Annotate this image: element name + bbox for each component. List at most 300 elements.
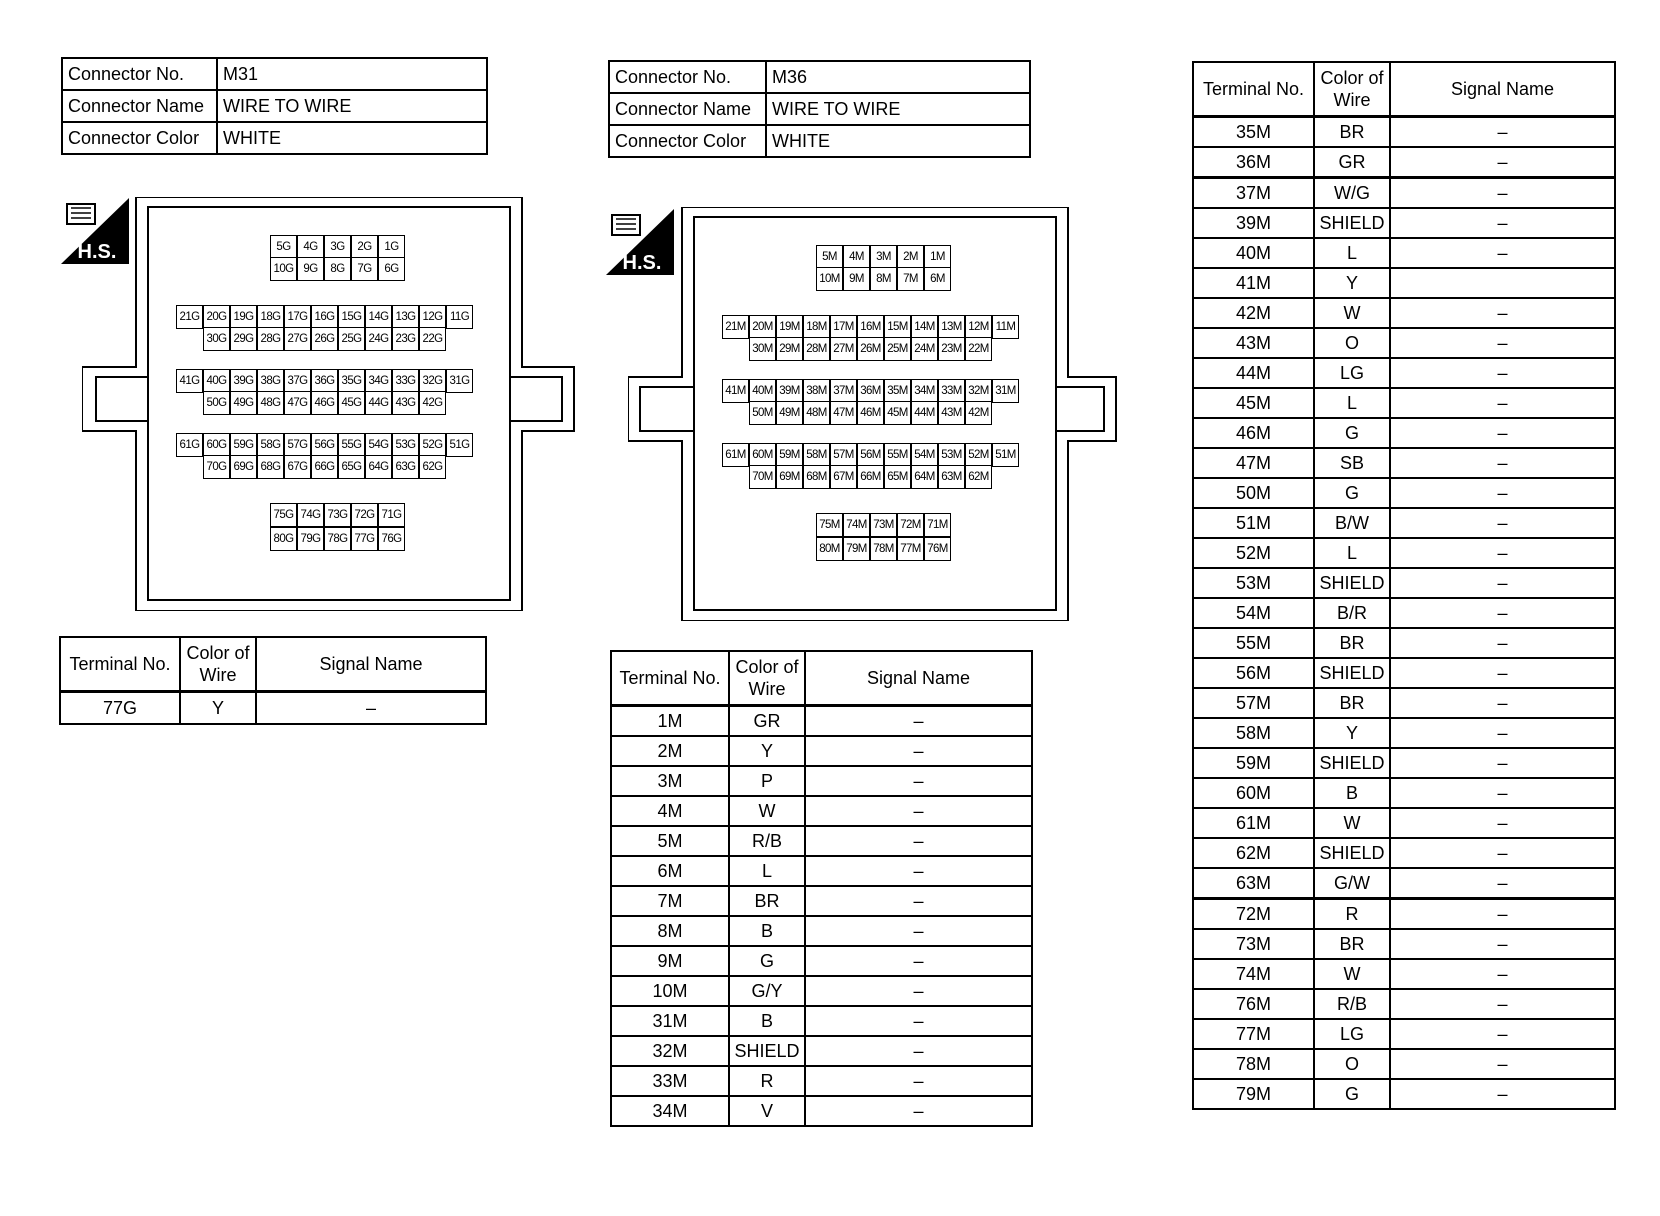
- wire-color: R: [1314, 899, 1390, 930]
- cavity-label: 36M: [857, 379, 884, 403]
- wire-color: SHIELD: [1314, 658, 1390, 688]
- column-header: Signal Name: [805, 651, 1032, 706]
- cavity-label: 68M: [803, 465, 830, 489]
- cavity-label: 78G: [324, 527, 351, 551]
- terminal-no: 50M: [1193, 478, 1314, 508]
- cavity-label: 9G: [297, 257, 324, 281]
- table-row: [1193, 268, 1615, 298]
- table-row: [1193, 147, 1615, 178]
- cavity-label: 13G: [392, 305, 419, 329]
- terminal-no: 37M: [1193, 178, 1314, 209]
- terminal-no: 31M: [611, 1006, 729, 1036]
- cavity-label: 71G: [378, 503, 405, 527]
- signal-name: –: [805, 1036, 1032, 1066]
- terminal-no: 60M: [1193, 778, 1314, 808]
- table-row: [1193, 899, 1615, 930]
- wire-color: BR: [1314, 628, 1390, 658]
- table-row: [611, 1036, 1032, 1066]
- cavity-label: 72M: [897, 513, 924, 537]
- wire-color: W/G: [1314, 178, 1390, 209]
- cavity-label: 32M: [965, 379, 992, 403]
- terminal-no: 36M: [1193, 147, 1314, 178]
- wire-color: LG: [1314, 1019, 1390, 1049]
- signal-name: –: [1390, 328, 1615, 358]
- signal-name: –: [805, 946, 1032, 976]
- wire-color: Y: [180, 692, 256, 725]
- cavity-label: 7G: [351, 257, 378, 281]
- table-row: [1193, 748, 1615, 778]
- cavity-label: 31M: [992, 379, 1019, 403]
- wire-color: V: [729, 1096, 805, 1126]
- column-header: Terminal No.: [1193, 62, 1314, 117]
- cavity-label: 72G: [351, 503, 378, 527]
- wire-color: G: [1314, 1079, 1390, 1109]
- cavity-label: 65M: [884, 465, 911, 489]
- cavity-label: 38M: [803, 379, 830, 403]
- wire-color: W: [729, 796, 805, 826]
- cavity-label: 71M: [924, 513, 951, 537]
- signal-name: –: [805, 1066, 1032, 1096]
- cavity-label: 37G: [284, 369, 311, 393]
- cavity-label: 78M: [870, 537, 897, 561]
- table-row: [1193, 117, 1615, 148]
- info-value: M31: [217, 58, 487, 90]
- terminal-no: 44M: [1193, 358, 1314, 388]
- cavity-label: 54G: [365, 433, 392, 457]
- cavity-label: 67M: [830, 465, 857, 489]
- terminal-no: 54M: [1193, 598, 1314, 628]
- cavity-label: 68G: [257, 455, 284, 479]
- terminal-no: 10M: [611, 976, 729, 1006]
- signal-name: –: [1390, 808, 1615, 838]
- cavity-label: 27G: [284, 327, 311, 351]
- cavity-label: 3M: [870, 245, 897, 269]
- signal-name: –: [1390, 478, 1615, 508]
- terminal-no: 3M: [611, 766, 729, 796]
- table-row: [611, 706, 1032, 737]
- cavity-label: 57M: [830, 443, 857, 467]
- signal-name: –: [805, 1096, 1032, 1126]
- terminal-no: 47M: [1193, 448, 1314, 478]
- cavity-label: 26M: [857, 337, 884, 361]
- terminal-no: 45M: [1193, 388, 1314, 418]
- cavity-label: 8G: [324, 257, 351, 281]
- terminal-no: 39M: [1193, 208, 1314, 238]
- cavity-label: 51M: [992, 443, 1019, 467]
- m36-terminal-table-continued: [1192, 61, 1616, 1110]
- m31-terminal-table: [59, 636, 487, 725]
- table-header-row: [1193, 62, 1615, 117]
- wire-color: O: [1314, 328, 1390, 358]
- signal-name: –: [1390, 688, 1615, 718]
- cavity-label: 2M: [897, 245, 924, 269]
- info-label: Connector Color: [609, 125, 766, 157]
- cavity-label: 46G: [311, 391, 338, 415]
- cavity-label: 17M: [830, 315, 857, 339]
- cavity-label: 50G: [203, 391, 230, 415]
- cavity-label: 27M: [830, 337, 857, 361]
- cavity-label: 73G: [324, 503, 351, 527]
- info-value: WHITE: [766, 125, 1030, 157]
- cavity-label: 5M: [816, 245, 843, 269]
- hs-label: H.S.: [622, 252, 662, 274]
- cavity-label: 70M: [749, 465, 776, 489]
- cavity-label: 10M: [816, 267, 843, 291]
- terminal-no: 53M: [1193, 568, 1314, 598]
- table-row: [1193, 238, 1615, 268]
- cavity-label: 61G: [176, 433, 203, 457]
- terminal-no: 56M: [1193, 658, 1314, 688]
- column-header: Color of Wire: [180, 637, 256, 692]
- table-row: [611, 1006, 1032, 1036]
- terminal-no: 57M: [1193, 688, 1314, 718]
- wire-color: GR: [1314, 147, 1390, 178]
- wire-color: O: [1314, 1049, 1390, 1079]
- terminal-no: 58M: [1193, 718, 1314, 748]
- info-row: [62, 58, 487, 90]
- cavity-label: 18M: [803, 315, 830, 339]
- wire-color: B: [1314, 778, 1390, 808]
- cavity-label: 80M: [816, 537, 843, 561]
- wire-color: L: [1314, 238, 1390, 268]
- table-row: [611, 826, 1032, 856]
- cavity-label: 54M: [911, 443, 938, 467]
- cavity-label: 61M: [722, 443, 749, 467]
- terminal-no: 43M: [1193, 328, 1314, 358]
- m36-connector-face: [628, 207, 1118, 621]
- wire-color: L: [1314, 388, 1390, 418]
- cavity-label: 58M: [803, 443, 830, 467]
- terminal-no: 2M: [611, 736, 729, 766]
- cavity-label: 65G: [338, 455, 365, 479]
- cavity-label: 58G: [257, 433, 284, 457]
- cavity-label: 9M: [843, 267, 870, 291]
- signal-name: –: [1390, 1019, 1615, 1049]
- cavity-label: 52M: [965, 443, 992, 467]
- terminal-no: 1M: [611, 706, 729, 737]
- signal-name: –: [1390, 117, 1615, 148]
- terminal-no: 63M: [1193, 868, 1314, 899]
- cavity-label: 30G: [203, 327, 230, 351]
- terminal-no: 74M: [1193, 959, 1314, 989]
- wire-color: LG: [1314, 358, 1390, 388]
- cavity-label: 59G: [230, 433, 257, 457]
- wire-color: SHIELD: [1314, 748, 1390, 778]
- signal-name: –: [1390, 508, 1615, 538]
- wire-color: SHIELD: [1314, 208, 1390, 238]
- cavity-label: 20G: [203, 305, 230, 329]
- table-row: [1193, 598, 1615, 628]
- cavity-label: 35G: [338, 369, 365, 393]
- table-row: [611, 736, 1032, 766]
- wire-color: SHIELD: [729, 1036, 805, 1066]
- info-label: Connector Name: [609, 93, 766, 125]
- cavity-label: 17G: [284, 305, 311, 329]
- cavity-label: 41M: [722, 379, 749, 403]
- cavity-label: 23G: [392, 327, 419, 351]
- cavity-label: 55M: [884, 443, 911, 467]
- cavity-label: 39G: [230, 369, 257, 393]
- cavity-label: 46M: [857, 401, 884, 425]
- cavity-label: 44M: [911, 401, 938, 425]
- table-row: [1193, 328, 1615, 358]
- cavity-label: 10G: [270, 257, 297, 281]
- cavity-label: 52G: [419, 433, 446, 457]
- signal-name: –: [1390, 598, 1615, 628]
- cavity-label: 5G: [270, 235, 297, 259]
- cavity-label: 18G: [257, 305, 284, 329]
- cavity-label: 3G: [324, 235, 351, 259]
- cavity-label: 22M: [965, 337, 992, 361]
- cavity-label: 37M: [830, 379, 857, 403]
- table-row: [1193, 358, 1615, 388]
- info-row: [609, 93, 1030, 125]
- cavity-label: 38G: [257, 369, 284, 393]
- table-row: [1193, 178, 1615, 209]
- cavity-label: 8M: [870, 267, 897, 291]
- terminal-no: 5M: [611, 826, 729, 856]
- signal-name: –: [805, 796, 1032, 826]
- cavity-label: 64G: [365, 455, 392, 479]
- table-row: [1193, 388, 1615, 418]
- cavity-label: 11M: [992, 315, 1019, 339]
- table-row: [611, 856, 1032, 886]
- cavity-label: 43G: [392, 391, 419, 415]
- cavity-label: 7M: [897, 267, 924, 291]
- signal-name: –: [1390, 238, 1615, 268]
- wire-color: BR: [1314, 929, 1390, 959]
- cavity-label: 4G: [297, 235, 324, 259]
- signal-name: –: [1390, 418, 1615, 448]
- signal-name: –: [1390, 929, 1615, 959]
- cavity-label: 43M: [938, 401, 965, 425]
- terminal-no: 61M: [1193, 808, 1314, 838]
- cavity-label: 16M: [857, 315, 884, 339]
- cavity-label: 28M: [803, 337, 830, 361]
- table-row: [611, 1066, 1032, 1096]
- wire-color: B/R: [1314, 598, 1390, 628]
- wire-color: B/W: [1314, 508, 1390, 538]
- cavity-label: 11G: [446, 305, 473, 329]
- wire-color: SB: [1314, 448, 1390, 478]
- m36-info-table: [608, 60, 1031, 158]
- table-row: [1193, 929, 1615, 959]
- cavity-label: 64M: [911, 465, 938, 489]
- cavity-label: 49G: [230, 391, 257, 415]
- table-row: [1193, 1019, 1615, 1049]
- signal-name: –: [805, 976, 1032, 1006]
- cavity-label: 4M: [843, 245, 870, 269]
- info-row: [609, 125, 1030, 157]
- terminal-no: 52M: [1193, 538, 1314, 568]
- cavity-label: 79G: [297, 527, 324, 551]
- cavity-label: 25G: [338, 327, 365, 351]
- cavity-label: 34G: [365, 369, 392, 393]
- signal-name: –: [1390, 718, 1615, 748]
- cavity-label: 45G: [338, 391, 365, 415]
- wire-color: G/W: [1314, 868, 1390, 899]
- wire-color: Y: [1314, 718, 1390, 748]
- cavity-label: 60G: [203, 433, 230, 457]
- cavity-label: 29G: [230, 327, 257, 351]
- wire-color: G: [1314, 478, 1390, 508]
- cavity-label: 66M: [857, 465, 884, 489]
- table-row: [611, 886, 1032, 916]
- terminal-no: 35M: [1193, 117, 1314, 148]
- cavity-label: 19M: [776, 315, 803, 339]
- cavity-label: 25M: [884, 337, 911, 361]
- wire-color: P: [729, 766, 805, 796]
- cavity-label: 53M: [938, 443, 965, 467]
- wire-color: W: [1314, 298, 1390, 328]
- table-row: [1193, 448, 1615, 478]
- signal-name: –: [1390, 868, 1615, 899]
- cavity-label: 50M: [749, 401, 776, 425]
- cavity-label: 74G: [297, 503, 324, 527]
- signal-name: –: [805, 856, 1032, 886]
- cavity-label: 31G: [446, 369, 473, 393]
- hs-label: H.S.: [77, 241, 117, 263]
- signal-name: –: [805, 736, 1032, 766]
- cavity-label: 29M: [776, 337, 803, 361]
- info-row: [62, 90, 487, 122]
- signal-name: –: [1390, 989, 1615, 1019]
- cavity-label: 23M: [938, 337, 965, 361]
- table-row: [1193, 508, 1615, 538]
- m36-terminal-table: [610, 650, 1033, 1127]
- cavity-label: 48M: [803, 401, 830, 425]
- terminal-no: 73M: [1193, 929, 1314, 959]
- table-row: [1193, 718, 1615, 748]
- table-row: [1193, 1049, 1615, 1079]
- terminal-no: 4M: [611, 796, 729, 826]
- signal-name: –: [805, 886, 1032, 916]
- cavity-label: 21M: [722, 315, 749, 339]
- cavity-label: 51G: [446, 433, 473, 457]
- cavity-label: 14M: [911, 315, 938, 339]
- wire-color: W: [1314, 808, 1390, 838]
- cavity-label: 76G: [378, 527, 405, 551]
- info-value: WHITE: [217, 122, 487, 154]
- table-row: [1193, 1079, 1615, 1109]
- cavity-label: 45M: [884, 401, 911, 425]
- table-row: [1193, 298, 1615, 328]
- signal-name: –: [1390, 358, 1615, 388]
- signal-name: –: [1390, 208, 1615, 238]
- wire-color: W: [1314, 959, 1390, 989]
- table-row: [1193, 628, 1615, 658]
- cavity-label: 24M: [911, 337, 938, 361]
- table-row: [611, 766, 1032, 796]
- table-row: [611, 946, 1032, 976]
- terminal-no: 59M: [1193, 748, 1314, 778]
- table-row: [611, 1096, 1032, 1126]
- signal-name: –: [1390, 1079, 1615, 1109]
- cavity-label: 33G: [392, 369, 419, 393]
- cavity-label: 34M: [911, 379, 938, 403]
- cavity-label: 16G: [311, 305, 338, 329]
- cavity-label: 67G: [284, 455, 311, 479]
- cavity-label: 32G: [419, 369, 446, 393]
- signal-name: [1390, 268, 1615, 298]
- cavity-label: 77M: [897, 537, 924, 561]
- table-row: [1193, 868, 1615, 899]
- m31-connector-face: [82, 197, 576, 611]
- signal-name: –: [1390, 388, 1615, 418]
- info-label: Connector Name: [62, 90, 217, 122]
- wire-color: SHIELD: [1314, 838, 1390, 868]
- wire-color: R/B: [1314, 989, 1390, 1019]
- cavity-label: 70G: [203, 455, 230, 479]
- cavity-label: 26G: [311, 327, 338, 351]
- info-value: WIRE TO WIRE: [217, 90, 487, 122]
- signal-name: –: [1390, 959, 1615, 989]
- wire-color: L: [1314, 538, 1390, 568]
- signal-name: –: [1390, 748, 1615, 778]
- wire-color: R/B: [729, 826, 805, 856]
- column-header: Terminal No.: [611, 651, 729, 706]
- wire-color: Y: [729, 736, 805, 766]
- table-row: [1193, 568, 1615, 598]
- terminal-no: 42M: [1193, 298, 1314, 328]
- table-row: [1193, 989, 1615, 1019]
- cavity-label: 41G: [176, 369, 203, 393]
- terminal-no: 46M: [1193, 418, 1314, 448]
- cavity-label: 20M: [749, 315, 776, 339]
- table-row: [1193, 778, 1615, 808]
- cavity-label: 76M: [924, 537, 951, 561]
- cavity-label: 57G: [284, 433, 311, 457]
- wire-color: BR: [1314, 117, 1390, 148]
- wire-color: G: [1314, 418, 1390, 448]
- cavity-label: 47M: [830, 401, 857, 425]
- signal-name: –: [1390, 899, 1615, 930]
- cavity-label: 69G: [230, 455, 257, 479]
- table-header-row: [60, 637, 486, 692]
- cavity-label: 6G: [378, 257, 405, 281]
- cavity-label: 49M: [776, 401, 803, 425]
- cavity-label: 40M: [749, 379, 776, 403]
- info-label: Connector No.: [62, 58, 217, 90]
- terminal-no: 7M: [611, 886, 729, 916]
- table-row: [611, 796, 1032, 826]
- cavity-label: 30M: [749, 337, 776, 361]
- table-row: [1193, 959, 1615, 989]
- cavity-label: 63M: [938, 465, 965, 489]
- signal-name: –: [805, 916, 1032, 946]
- table-row: [1193, 808, 1615, 838]
- signal-name: –: [1390, 1049, 1615, 1079]
- info-row: [62, 122, 487, 154]
- terminal-no: 77M: [1193, 1019, 1314, 1049]
- terminal-no: 34M: [611, 1096, 729, 1126]
- cavity-label: 40G: [203, 369, 230, 393]
- table-header-row: [611, 651, 1032, 706]
- terminal-no: 6M: [611, 856, 729, 886]
- cavity-label: 44G: [365, 391, 392, 415]
- table-row: [1193, 658, 1615, 688]
- cavity-label: 24G: [365, 327, 392, 351]
- cavity-label: 48G: [257, 391, 284, 415]
- signal-name: –: [805, 826, 1032, 856]
- wire-color: L: [729, 856, 805, 886]
- signal-name: –: [805, 706, 1032, 737]
- info-value: WIRE TO WIRE: [766, 93, 1030, 125]
- wire-color: SHIELD: [1314, 568, 1390, 598]
- signal-name: –: [256, 692, 486, 725]
- cavity-label: 79M: [843, 537, 870, 561]
- cavity-label: 77G: [351, 527, 378, 551]
